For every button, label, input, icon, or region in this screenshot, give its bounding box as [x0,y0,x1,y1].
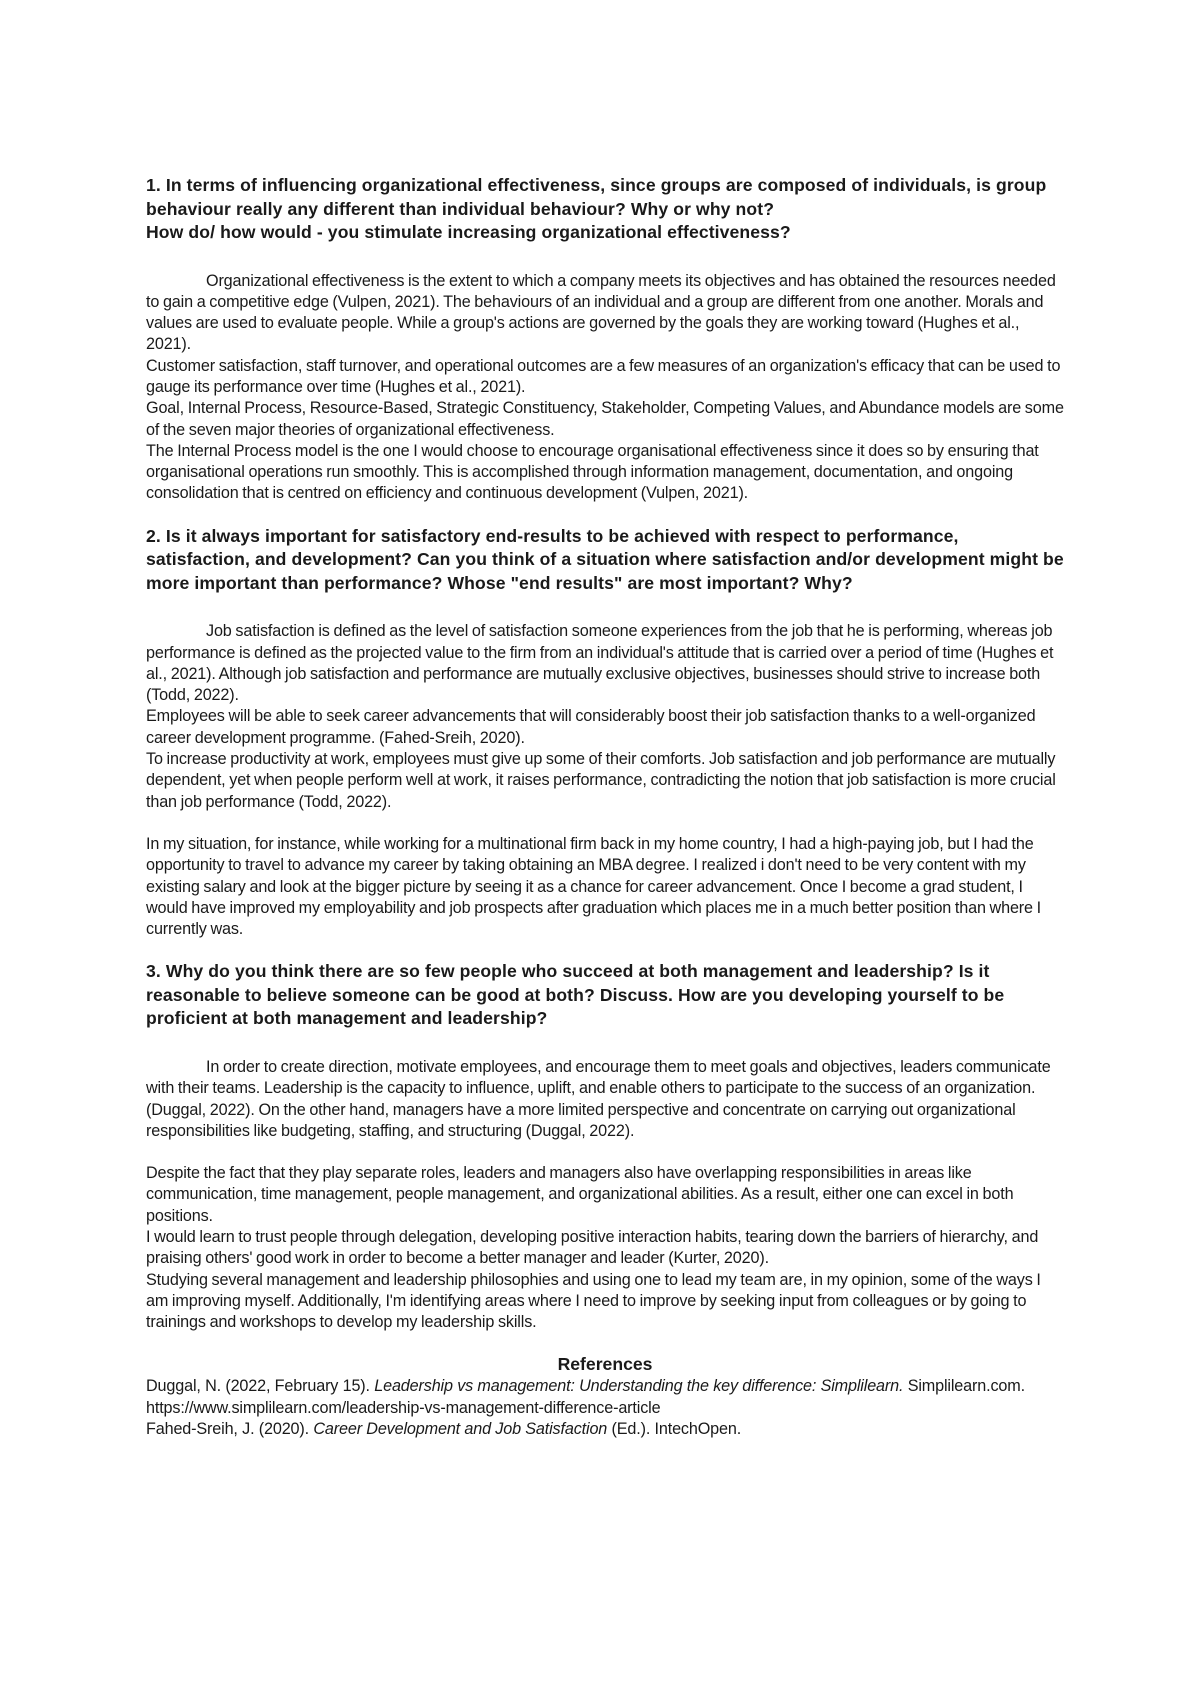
q3-paragraph: Studying several management and leadership philosophies and using one to lead my team are, in my opinion, some of the ways I am improving myself. Additionally, I'm identifying areas where I need to improve by seeking input from colleagues or by going to trainings and workshops to develop my leadership skills. [146,1270,1041,1332]
document-content [146,174,1064,1440]
q1-paragraph: Goal, Internal Process, Resource-Based, Strategic Constituency, Stakeholder, Competing Values, and Abundance models are some of the seven major theories of organizational effectiveness. [146,399,1064,439]
question-1-heading [146,174,1064,245]
reference-title-italic: Leadership vs management: Understanding the key difference: Simplilearn. [374,1377,904,1396]
q2-paragraph: Employees will be able to seek career advancements that will considerably boost their job satisfaction thanks to a well-organized career development programme. (Fahed-Sreih, 2020). [146,707,1036,747]
reference-item [146,1376,1064,1419]
q2-personal-paragraph: In my situation, for instance, while working for a multinational firm back in my home country, I had a high-paying job, but I had the opportunity to travel to advance my career by taking obtaining an MBA degree. I realized i don't need to be very content with my existing salary and look at the bigger picture by seeing it as a chance for career advancement. Once I become a grad student, I would have improved my employability and job prospects after graduation which places me in a much better position than where I currently was. [146,834,1041,939]
reference-title-italic: Career Development and Job Satisfaction [313,1420,608,1439]
q1-paragraph: Customer satisfaction, staff turnover, and operational outcomes are a few measures of an organization's efficacy that can be used to gauge its performance over time (Hughes et al., 2021). [146,356,1061,396]
q2-paragraph: To increase productivity at work, employees must give up some of their comforts. Job satisfaction and job performance are mutually dependent, yet when people perform well at work, it raises performance, contradicting the notion that job satisfaction is more crucial than job performance (Todd, 2022). [146,750,1056,811]
question-2-heading: 2. Is it always important for satisfactory end-results to be achieved with respect to performance, satisfaction, and development? Can you think of a situation where satisfaction and/or development might be more important than performance? Whose "end results" are most important? Why? [146,525,1064,593]
question-3-heading: 3. Why do you think there are so few people who succeed at both management and leadership? Is it reasonable to believe someone can be good at both? Discuss. How are you developing yourself to be proficient at both management and leadership? [146,961,1005,1029]
q3-paragraph: I would learn to trust people through delegation, developing positive interaction habits, tearing down the barriers of hierarchy, and praising others' good work in order to become a better manager and leader (Kurter, 2020). [146,1228,1039,1268]
q2-paragraph: Job satisfaction is defined as the level of satisfaction someone experiences from the job that he is performing, whereas job performance is defined as the projected value to the firm from an individual's attitude that is carried over a period of time (Hughes et al., 2021). Although job satisfaction and performance are mutually exclusive objectives, businesses should strive to increase both (Todd, 2022). [146,622,1054,705]
question-1-subline: How do/ how would - you stimulate increasing organizational effectiveness? [146,222,791,242]
reference-text: Duggal, N. (2022, February 15). [146,1377,375,1396]
reference-text: (Ed.). IntechOpen. [607,1420,742,1439]
q1-paragraph: Organizational effectiveness is the extent to which a company meets its objectives and has obtained the resources needed to gain a competitive edge (Vulpen, 2021). The behaviours of an individual and a group are different from one another. Morals and values are used to evaluate people. While a group's actions are governed by the goals they are working toward (Hughes et al., 2021). [146,271,1056,354]
question-1-line: 1. In terms of influencing organizational effectiveness, since groups are composed of individuals, is group behaviour really any different than individual behaviour? Why or why not? [146,175,1047,219]
reference-text: Simplilearn.com. https://www.simplilearn.com/leadership-vs-management-difference-article [146,1377,1025,1417]
q1-paragraph: The Internal Process model is the one I would choose to encourage organisational effectiveness since it does so by ensuring that organisational operations run smoothly. This is accomplished through information management, documentation, and ongoing consolidation that is centred on efficiency and continuous development (Vulpen, 2021). [146,441,1039,503]
q3-paragraph: Despite the fact that they play separate roles, leaders and managers also have overlapping responsibilities in areas like communication, time management, people management, and organizational abilities. As a result, either one can excel in both positions. [146,1164,1014,1225]
q3-paragraph: In order to create direction, motivate employees, and encourage them to meet goals and objectives, leaders communicate with their teams. Leadership is the capacity to influence, uplift, and enable others to participate to the success of an organization. (Duggal, 2022). On the other hand, managers have a more limited perspective and concentrate on carrying out organizational responsibilities like budgeting, staffing, and structuring (Duggal, 2022). [146,1057,1051,1140]
reference-item [146,1419,1064,1440]
reference-text: Fahed-Sreih, J. (2020). [146,1420,314,1439]
references-title: References [557,1354,653,1375]
